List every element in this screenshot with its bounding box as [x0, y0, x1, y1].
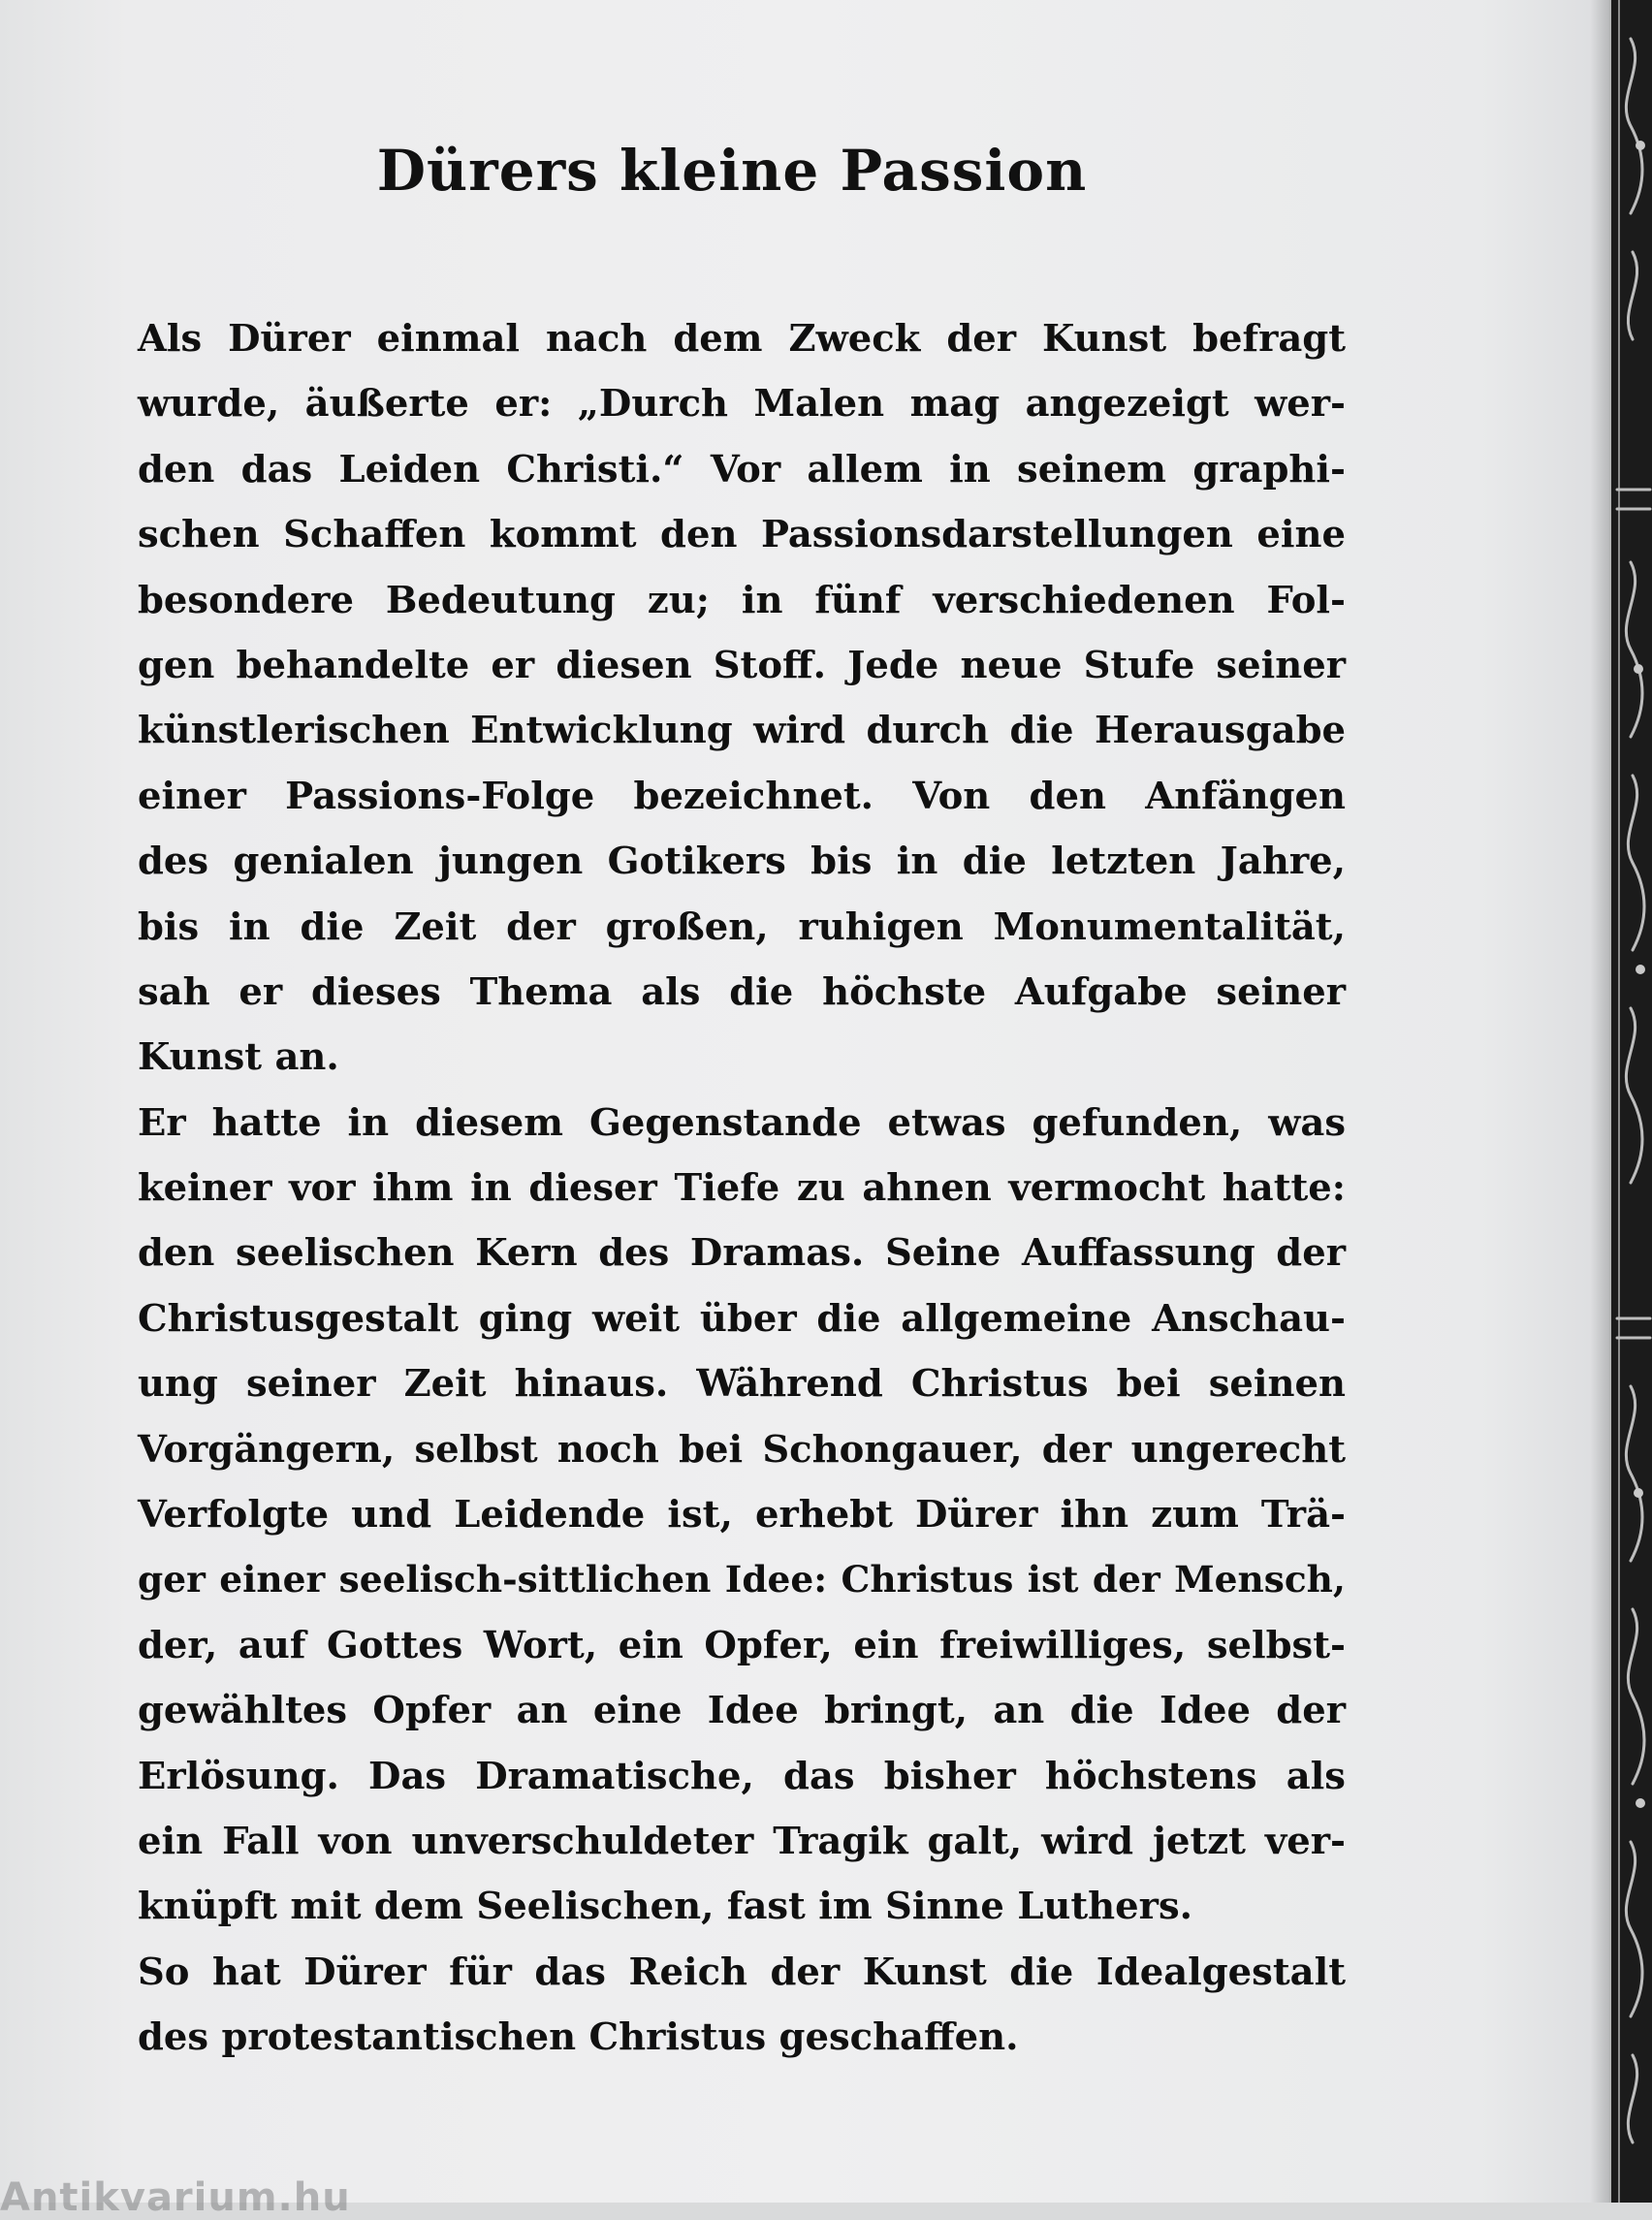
text-line: knüpft mit dem Seelischen, fast im Sinne Luthers. [138, 1885, 1193, 1929]
text-line: Als Dürer einmal nach dem Zweck der Kunst befragt [138, 317, 1346, 361]
text-line: So hat Dürer für das Reich der Kunst die Idealgestalt [138, 1950, 1346, 1994]
body-text [138, 306, 1346, 2071]
text-line: ger einer seelisch-sittlichen Idee: Christus ist der Mensch, [138, 1558, 1346, 1602]
text-line: den seelischen Kern des Dramas. Seine Auffassung der [138, 1231, 1346, 1276]
text-line: Christusgestalt ging weit über die allgemeine Anschau- [138, 1296, 1346, 1341]
text-line: Kunst an. [138, 1035, 339, 1080]
page-title: Dürers kleine Passion [376, 138, 1088, 204]
text-line: Er hatte in diesem Gegenstande etwas gefunden, was [138, 1100, 1346, 1145]
text-line: Verfolgte und Leidende ist, erhebt Dürer ihn zum Trä- [138, 1493, 1346, 1538]
text-line: sah er dieses Thema als die höchste Aufgabe seiner [138, 969, 1346, 1014]
text-line: Erlösung. Das Dramatische, das bisher höchstens als [138, 1754, 1346, 1798]
ornament-vine-icon [1611, 0, 1652, 2203]
page-edge-shadow [1590, 0, 1611, 2203]
text-line: des genialen jungen Gotikers bis in die letzten Jahre, [138, 840, 1346, 884]
text-line: Vorgängern, selbst noch bei Schongauer, der ungerecht [138, 1427, 1346, 1472]
text-line: einer Passions-Folge bezeichnet. Von den Anfängen [138, 774, 1346, 818]
text-line: ung seiner Zeit hinaus. Während Christus bei seinen [138, 1362, 1346, 1407]
text-line: besondere Bedeutung zu; in fünf verschiedenen Fol- [138, 578, 1346, 622]
text-line: gen behandelte er diesen Stoff. Jede neue Stufe seiner [138, 643, 1346, 687]
text-line: keiner vor ihm in dieser Tiefe zu ahnen vermocht hatte: [138, 1166, 1346, 1211]
text-line: gewähltes Opfer an eine Idee bringt, an die Idee der [138, 1689, 1346, 1733]
text-line: den das Leiden Christi.“ Vor allem in seinem graphi- [138, 447, 1346, 492]
text-line: wurde, äußerte er: „Durch Malen mag angezeigt wer- [138, 382, 1346, 427]
text-line: des protestantischen Christus geschaffen. [138, 2015, 1019, 2060]
text-line: bis in die Zeit der großen, ruhigen Monumentalität, [138, 904, 1346, 949]
text-line: schen Schaffen kommt den Passionsdarstellungen eine [138, 513, 1346, 557]
watermark: Antikvarium.hu [0, 2175, 351, 2220]
text-line: künstlerischen Entwicklung wird durch die Herausgabe [138, 709, 1346, 753]
text-line: der, auf Gottes Wort, ein Opfer, ein freiwilliges, selbst- [138, 1623, 1346, 1667]
text-line: ein Fall von unverschuldeter Tragik galt, wird jetzt ver- [138, 1819, 1346, 1863]
decorative-border [1611, 0, 1652, 2203]
